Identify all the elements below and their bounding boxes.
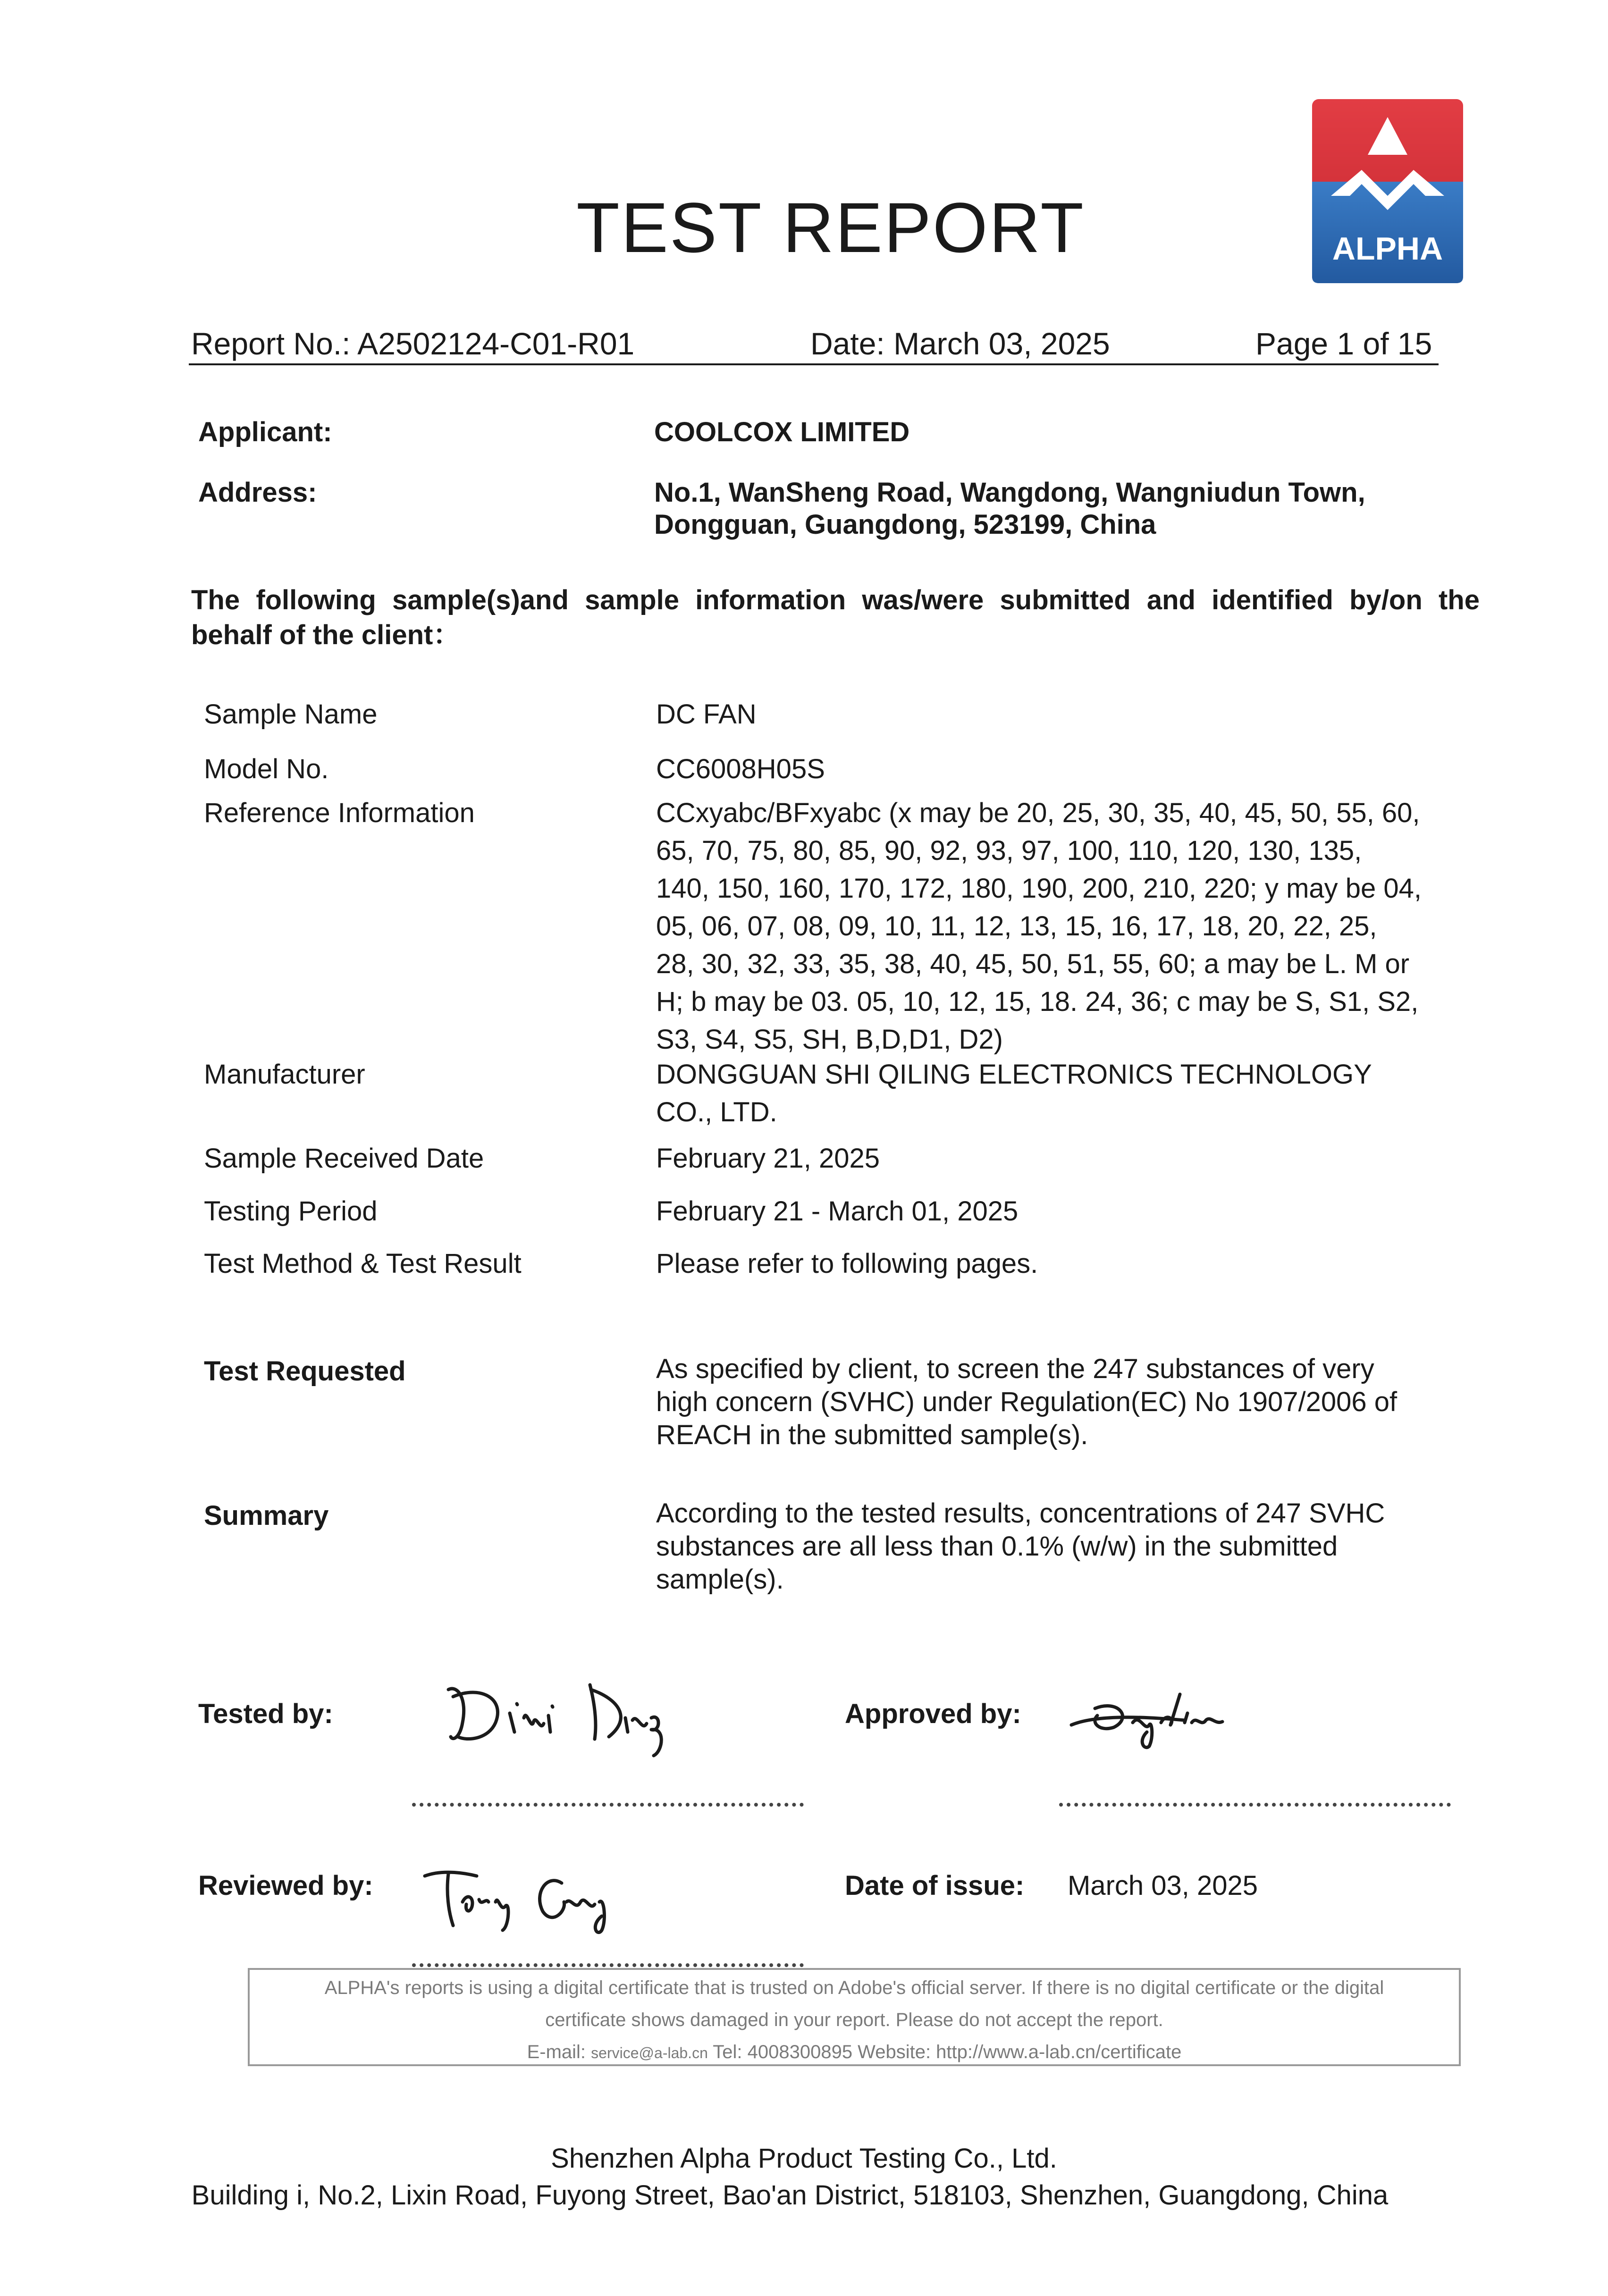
manufacturer-label: Manufacturer [204,1059,365,1090]
notice-contact-line [250,2036,1459,2069]
received-date-label: Sample Received Date [204,1143,484,1174]
test-requested-line: high concern (SVHC) under Regulation(EC) No 1907/2006 of [656,1387,1398,1417]
received-date-value: February 21, 2025 [656,1143,880,1174]
tested-by-label: Tested by: [198,1699,333,1729]
report-date: Date: March 03, 2025 [810,326,1110,361]
tested-by-signature [439,1671,684,1760]
sample-name-label: Sample Name [204,699,378,730]
page-number: Page 1 of 15 [1255,326,1432,361]
reviewed-by-label: Reviewed by: [198,1870,373,1901]
email-link[interactable]: service@a-lab.cn [591,2044,708,2061]
notice-line-1: ALPHA's reports is using a digital certificate that is trusted on Adobe's official server. If there is no digital certificate or the digital [324,1977,1384,1998]
manufacturer-line-2: CO., LTD. [656,1097,777,1127]
approved-by-label: Approved by: [845,1699,1021,1729]
summary-value [656,1497,1458,1596]
intro-line-1: The following sample(s)and sample information was/were submitted and identified by/on the [191,585,1480,615]
summary-line: According to the tested results, concentrations of 247 SVHC [656,1498,1385,1529]
page-title: TEST REPORT [576,188,1085,267]
reference-line: S3, S4, S5, SH, B,D,D1, D2) [656,1024,1003,1055]
applicant-value: COOLCOX LIMITED [654,417,910,447]
address-label: Address: [198,477,317,508]
reviewed-by-line [412,1963,804,1967]
footer-address: Building i, No.2, Lixin Road, Fuyong Street, Bao'an District, 518103, Shenzhen, Guangdong, China [191,2180,1389,2211]
approved-by-signature [1062,1680,1279,1751]
header-rule [189,363,1439,365]
reference-line: 05, 06, 07, 08, 09, 10, 11, 12, 13, 15, 16, 17, 18, 20, 22, 25, [656,911,1377,942]
date-of-issue-value: March 03, 2025 [1068,1870,1258,1901]
test-requested-value [656,1353,1458,1452]
model-label: Model No. [204,754,329,784]
address-line-2: Dongguan, Guangdong, 523199, China [654,509,1156,540]
reference-line: CCxyabc/BFxyabc (x may be 20, 25, 30, 35, 40, 45, 50, 55, 60, [656,798,1420,828]
address-line-1: No.1, WanSheng Road, Wangdong, Wangniudun Town, [654,477,1365,508]
applicant-label: Applicant: [198,417,332,447]
model-value: CC6008H05S [656,754,825,784]
manufacturer-line-1: DONGGUAN SHI QILING ELECTRONICS TECHNOLOGY [656,1059,1372,1090]
reference-line: 28, 30, 32, 33, 35, 38, 40, 45, 50, 51, 55, 60; a may be L. M or [656,949,1410,979]
summary-label: Summary [204,1500,329,1531]
date-of-issue-label: Date of issue: [845,1870,1025,1901]
summary-line: substances are all less than 0.1% (w/w) in the submitted [656,1531,1338,1562]
logo-text: ALPHA [1332,231,1443,267]
alpha-logo [1312,99,1463,283]
testing-period-label: Testing Period [204,1196,378,1227]
notice-line-2: certificate shows damaged in your report. Please do not accept the report. [545,2010,1163,2030]
sample-name-value: DC FAN [656,699,757,730]
reference-value [656,794,1458,1059]
test-method-label: Test Method & Test Result [204,1248,522,1279]
email-label: E-mail: [527,2042,591,2062]
testing-period-value: February 21 - March 01, 2025 [656,1196,1019,1227]
reference-line: H; b may be 03. 05, 10, 12, 15, 18. 24, 36; c may be S, S1, S2, [656,986,1419,1017]
test-method-value: Please refer to following pages. [656,1248,1038,1279]
test-requested-line: As specified by client, to screen the 247 substances of very [656,1354,1374,1384]
tested-by-line [412,1803,804,1807]
test-requested-label: Test Requested [204,1356,406,1387]
summary-line: sample(s). [656,1564,784,1595]
reviewed-by-signature [415,1855,651,1944]
digital-certificate-notice [248,1968,1461,2066]
reference-line: 140, 150, 160, 170, 172, 180, 190, 200, 210, 220; y may be 04, [656,873,1422,904]
reference-line: 65, 70, 75, 80, 85, 90, 92, 93, 97, 100, 110, 120, 130, 135, [656,835,1362,866]
intro-line-2: behalf of the client： [191,620,461,650]
approved-by-line [1059,1803,1451,1807]
test-requested-line: REACH in the submitted sample(s). [656,1420,1088,1450]
footer-company: Shenzhen Alpha Product Testing Co., Ltd. [551,2143,1057,2174]
report-number: Report No.: A2502124-C01-R01 [191,326,635,361]
reference-label: Reference Information [204,798,475,828]
contact-info: Tel: 4008300895 Website: http://www.a-lab.cn/certificate [707,2042,1182,2062]
